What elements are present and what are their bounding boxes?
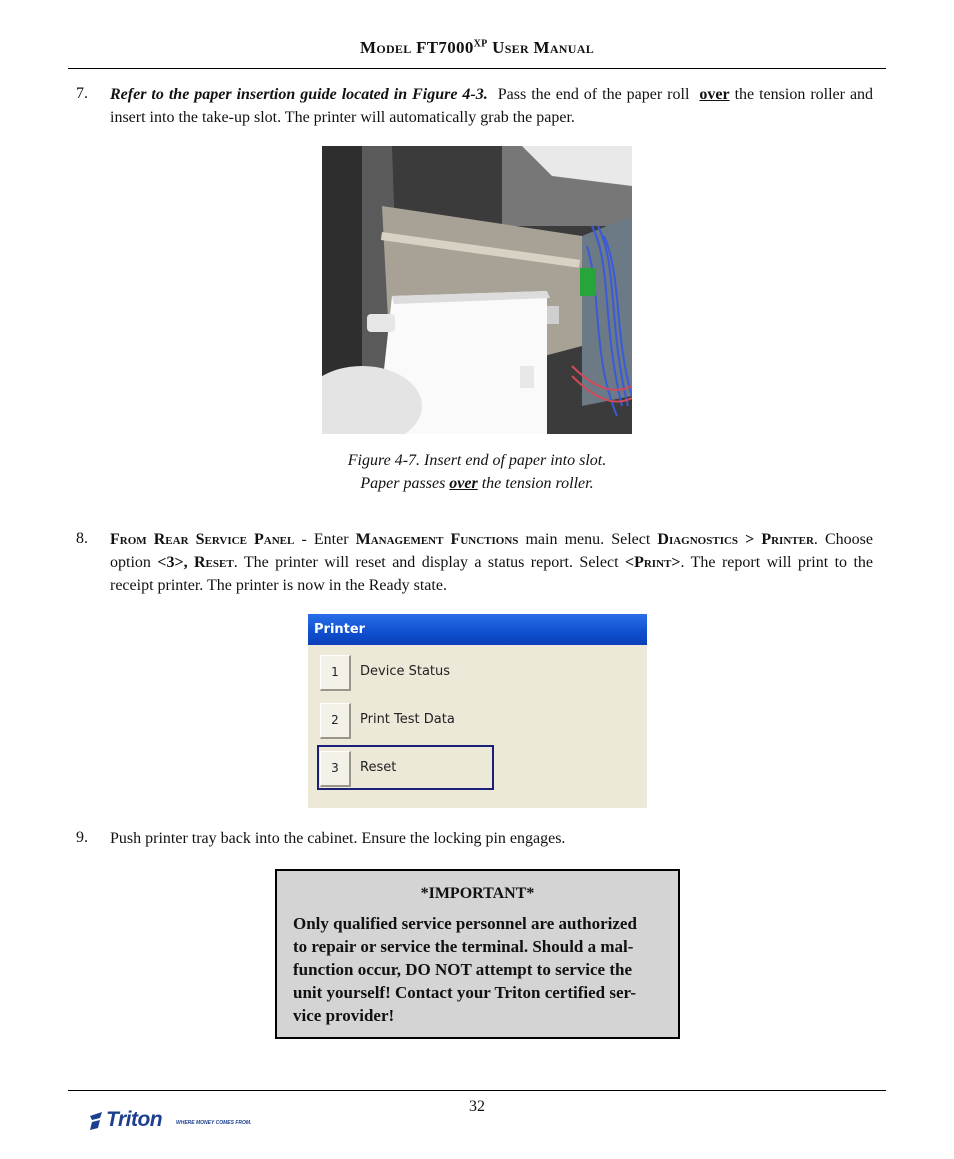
option-1-label: Device Status <box>360 664 451 679</box>
step8-menu: Management Functions <box>355 531 519 548</box>
note-line: Only qualified service personnel are authorized <box>293 914 637 933</box>
reset-highlight-box <box>317 745 494 790</box>
step8-t2: . Choose option <box>110 531 873 571</box>
step8-diag: Diagnostics > <box>657 531 755 548</box>
footer-rule <box>68 1090 886 1091</box>
step7-text-b: the tension roller and insert into the take-up slot. The printer will automatically grab the paper. <box>110 86 874 126</box>
note-line: unit yourself! Contact your Triton certified ser- <box>293 983 637 1002</box>
dialog-title: Printer <box>308 614 647 645</box>
step7-text-a: Pass the end of the paper roll <box>497 86 690 103</box>
note-line: vice provider! <box>293 1006 395 1025</box>
caption-over: over <box>449 475 478 492</box>
step7-over: over <box>699 86 730 103</box>
option-3-key[interactable]: 3 <box>320 751 351 787</box>
step8-opt: <3>, <box>157 554 188 571</box>
step8-dash: - Enter <box>301 531 349 548</box>
step9-number: 9. <box>76 829 88 846</box>
note-body <box>277 912 678 1027</box>
header-rule <box>68 68 886 69</box>
step8-panel: From Rear Service Panel <box>110 531 295 548</box>
step8-text <box>110 528 873 597</box>
photo-illustration <box>322 146 632 434</box>
logo-wordmark: Triton <box>106 1108 163 1131</box>
note-line: to repair or service the terminal. Should a mal- <box>293 937 634 956</box>
step8-print-open: < <box>624 554 635 571</box>
step8-reset: Reset <box>194 554 234 571</box>
step8-print-close: > <box>671 554 681 571</box>
header-number: FT7000 <box>416 38 474 57</box>
option-2-label: Print Test Data <box>360 712 455 727</box>
step7-emph: Refer to the paper insertion guide located in Figure 4-3. <box>110 86 488 103</box>
caption-text-a: Paper passes <box>360 475 446 492</box>
header-sup: XP <box>473 38 488 50</box>
step9-text: Push printer tray back into the cabinet. Ensure the locking pin engages. <box>110 830 566 847</box>
paper-insertion-photo <box>322 146 632 434</box>
step8-printer: Printer <box>761 531 814 548</box>
step8-print: Print <box>634 554 672 571</box>
page-number: 32 <box>469 1098 485 1115</box>
step8-t4: . The report will print to the receipt printer. The printer is now in the Ready state. <box>110 554 874 594</box>
step7-text <box>110 83 873 129</box>
option-1-key[interactable]: 1 <box>320 655 351 691</box>
step8-number: 8. <box>76 530 88 547</box>
step7-number: 7. <box>76 85 88 102</box>
header-model: Model <box>359 38 412 57</box>
logo-tagline: WHERE MONEY COMES FROM. <box>176 1120 252 1126</box>
step8-t1: main menu. Select <box>525 531 651 548</box>
note-line: function occur, DO NOT attempt to service the <box>293 960 633 979</box>
important-note <box>275 869 680 1039</box>
option-2-key[interactable]: 2 <box>320 703 351 739</box>
figure-caption-line2 <box>0 472 954 495</box>
figure-caption-line1: Figure 4-7. Insert end of paper into slot. <box>347 452 607 469</box>
header-rest: User Manual <box>492 38 595 57</box>
step8-t3: . The printer will reset and display a status report. Select <box>233 554 619 571</box>
page-header <box>0 38 954 58</box>
note-title: *IMPORTANT* <box>420 885 535 902</box>
printer-dialog <box>308 614 647 808</box>
triton-logo <box>88 1108 258 1138</box>
caption-text-b: the tension roller. <box>481 475 594 492</box>
option-3-label: Reset <box>360 760 397 775</box>
